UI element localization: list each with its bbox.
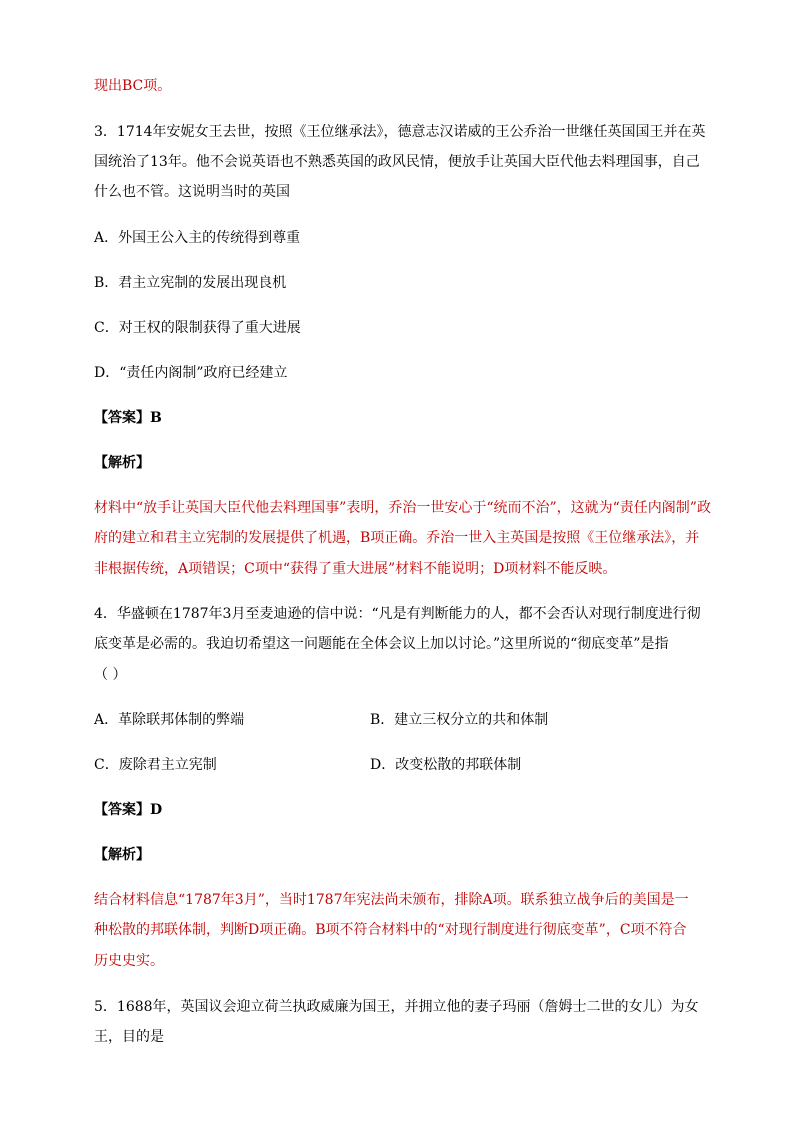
q3-stem-line-1: 3．1714年安妮女王去世，按照《王位继承法》，德意志汉诺威的王公乔治一世继任英国国王并在英 bbox=[94, 124, 706, 140]
q4-option-c: C．废除君主立宪制 bbox=[94, 757, 217, 773]
q5-stem-line-2: 王，目的是 bbox=[94, 1029, 164, 1045]
q3-stem-line-3: 什么也不管。这说明当时的英国 bbox=[94, 184, 290, 200]
q4-stem-line-2: 底变革是必需的。我迫切希望这一问题能在全体会议上加以讨论。”这里所说的“彻底变革”是指 bbox=[94, 636, 669, 652]
q3-analysis-line-2: 府的建立和君主立宪制的发展提供了机遇，B项正确。乔治一世入主英国是按照《王位继承法》，并 bbox=[94, 530, 700, 546]
q3-option-d: D．“责任内阁制”政府已经建立 bbox=[94, 365, 288, 381]
q4-stem-line-1: 4．华盛顿在1787年3月至麦迪逊的信中说：“凡是有判断能力的人，都不会否认对现行制度进行彻 bbox=[94, 606, 701, 622]
q3-answer: 【答案】B bbox=[94, 410, 162, 426]
q4-stem-line-3: （ ） bbox=[94, 667, 127, 683]
q3-option-a: A．外国王公入主的传统得到尊重 bbox=[94, 230, 301, 246]
q3-option-c: C．对王权的限制获得了重大进展 bbox=[94, 320, 301, 336]
q4-analysis-line-2: 种松散的邦联体制，判断D项正确。B项不符合材料中的“对现行制度进行彻底变革”，C项不符合 bbox=[94, 922, 687, 938]
q4-analysis-label: 【解析】 bbox=[94, 847, 150, 863]
q3-analysis-line-1: 材料中“放手让英国大臣代他去料理国事”表明，乔治一世安心于“统而不治”，这就为“责任内阁制”政 bbox=[94, 500, 711, 516]
q4-answer: 【答案】D bbox=[94, 802, 163, 818]
q4-option-a: A．革除联邦体制的弊端 bbox=[94, 712, 245, 728]
q4-option-b: B．建立三权分立的共和体制 bbox=[370, 712, 549, 728]
q5-stem-line-1: 5．1688年，英国议会迎立荷兰执政威廉为国王，并拥立他的妻子玛丽（詹姆士二世的女儿）为女 bbox=[94, 999, 699, 1015]
q4-analysis-line-3: 历史史实。 bbox=[94, 953, 164, 969]
q3-stem-line-2: 国统治了13年。他不会说英语也不熟悉英国的政风民情，便放手让英国大臣代他去料理国事，自己 bbox=[94, 154, 700, 170]
previous-analysis-tail: 现出BC项。 bbox=[94, 78, 172, 94]
q3-analysis-label: 【解析】 bbox=[94, 455, 150, 471]
q3-analysis-line-3: 非根据传统，A项错误；C项中“获得了重大进展”材料不能说明；D项材料不能反映。 bbox=[94, 561, 617, 577]
q3-option-b: B．君主立宪制的发展出现良机 bbox=[94, 275, 287, 291]
q4-analysis-line-1: 结合材料信息“1787年3月”，当时1787年宪法尚未颁布，排除A项。联系独立战争后的美国是一 bbox=[94, 892, 689, 908]
q4-option-d: D．改变松散的邦联体制 bbox=[370, 757, 522, 773]
